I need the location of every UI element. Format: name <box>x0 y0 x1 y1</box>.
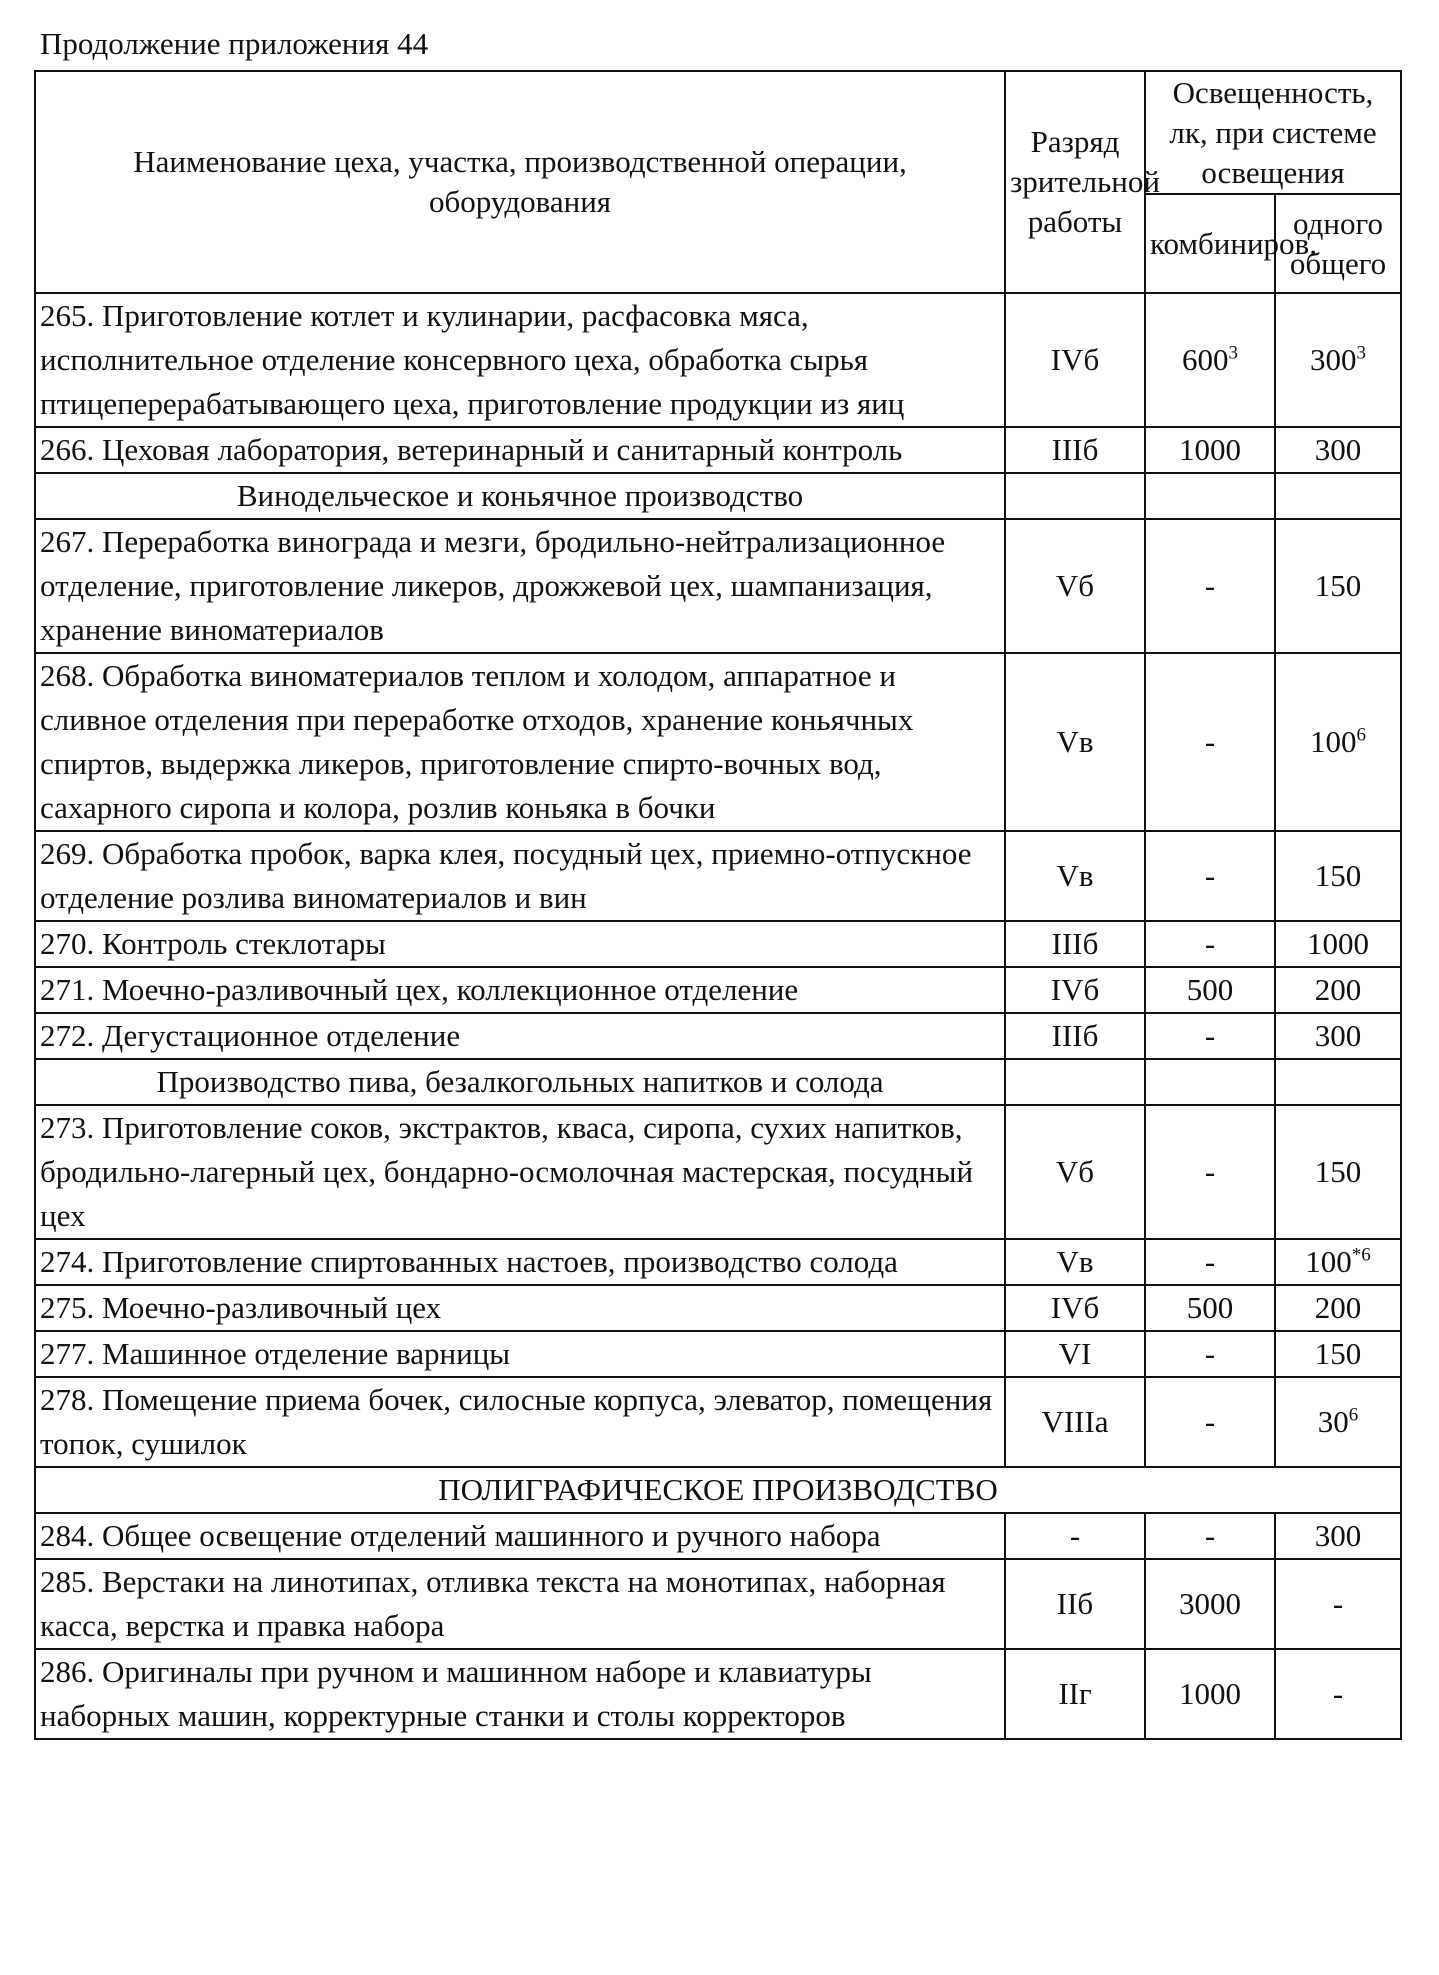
visual-grade: IIб <box>1005 1559 1145 1649</box>
operation-name: 286. Оригиналы при ручном и машинном наборе и клавиатуры наборных машин, корректурные станки и столы корректоров <box>35 1649 1005 1739</box>
table-row <box>35 1559 1401 1649</box>
illum-combined <box>1145 1013 1275 1059</box>
table-row <box>35 967 1401 1013</box>
footnote-mark: 6 <box>1348 1404 1359 1426</box>
visual-grade: IVб <box>1005 967 1145 1013</box>
combined-value: - <box>1204 724 1216 759</box>
visual-grade: - <box>1005 1513 1145 1559</box>
page-caption: Продолжение приложения 44 <box>40 26 429 61</box>
visual-grade: Vв <box>1005 653 1145 831</box>
combined-value: 500 <box>1186 972 1234 1007</box>
combined-value: - <box>1204 858 1216 893</box>
operation-name: 267. Переработка винограда и мезги, бродильно-нейтрализационное отделение, приготовление ликеров, дрожжевой цех, шампанизация, хранение виноматериалов <box>35 519 1005 653</box>
operation-name: 278. Помещение приема бочек, силосные корпуса, элеватор, помещения топок, сушилок <box>35 1377 1005 1467</box>
general-value: 300 <box>1314 432 1362 467</box>
general-value: 150 <box>1314 1336 1362 1371</box>
header-grade: Разряд зрительной работы <box>1005 71 1145 293</box>
illum-general <box>1275 1513 1401 1559</box>
header-illumination: Освещенность, лк, при системе освещения <box>1145 71 1401 194</box>
table-row <box>35 1377 1401 1467</box>
empty-cell <box>1275 473 1401 519</box>
illum-combined <box>1145 1377 1275 1467</box>
illum-general <box>1275 1331 1401 1377</box>
table-row <box>35 1013 1401 1059</box>
general-value: - <box>1332 1586 1344 1621</box>
table-row <box>35 653 1401 831</box>
illum-general <box>1275 653 1401 831</box>
general-value: 150 <box>1314 858 1362 893</box>
visual-grade: Vв <box>1005 831 1145 921</box>
table-body <box>35 293 1401 1739</box>
illum-combined <box>1145 1559 1275 1649</box>
illum-combined <box>1145 519 1275 653</box>
section-heading: Производство пива, безалкогольных напитков и солода <box>35 1059 1005 1105</box>
visual-grade: Vв <box>1005 1239 1145 1285</box>
section-heading: ПОЛИГРАФИЧЕСКОЕ ПРОИЗВОДСТВО <box>35 1467 1401 1513</box>
illum-combined <box>1145 1649 1275 1739</box>
footnote-mark: 3 <box>1356 342 1366 364</box>
combined-value: - <box>1204 1244 1216 1279</box>
operation-name: 269. Обработка пробок, варка клея, посудный цех, приемно-отпускное отделение розлива виноматериалов и вин <box>35 831 1005 921</box>
operation-name: 284. Общее освещение отделений машинного и ручного набора <box>35 1513 1005 1559</box>
header-general: одного общего <box>1275 194 1401 293</box>
illum-general <box>1275 1013 1401 1059</box>
illum-combined <box>1145 427 1275 473</box>
illum-general <box>1275 519 1401 653</box>
visual-grade: IIIб <box>1005 427 1145 473</box>
illum-combined <box>1145 293 1275 427</box>
illum-general <box>1275 427 1401 473</box>
visual-grade: VI <box>1005 1331 1145 1377</box>
empty-cell <box>1005 473 1145 519</box>
illum-combined <box>1145 1105 1275 1239</box>
table-row <box>35 519 1401 653</box>
combined-value: - <box>1204 1404 1216 1439</box>
general-value: 300 <box>1310 342 1357 377</box>
general-value: 150 <box>1314 568 1362 603</box>
combined-value: - <box>1204 1018 1216 1053</box>
illum-general <box>1275 1649 1401 1739</box>
illumination-table <box>34 70 1402 1740</box>
operation-name: 272. Дегустационное отделение <box>35 1013 1005 1059</box>
empty-cell <box>1145 1059 1275 1105</box>
combined-value: 1000 <box>1179 432 1241 467</box>
combined-value: 3000 <box>1179 1586 1241 1621</box>
section-heading: Винодельческое и коньячное производство <box>35 473 1005 519</box>
general-value: 300 <box>1314 1518 1362 1553</box>
illum-general <box>1275 1559 1401 1649</box>
general-value: 30 <box>1317 1404 1349 1439</box>
table-row <box>35 1513 1401 1559</box>
visual-grade: Vб <box>1005 519 1145 653</box>
illum-combined <box>1145 653 1275 831</box>
table-row <box>35 1467 1401 1513</box>
illum-combined <box>1145 1285 1275 1331</box>
illum-combined <box>1145 831 1275 921</box>
operation-name: 271. Моечно-разливочный цех, коллекционное отделение <box>35 967 1005 1013</box>
table-row <box>35 1105 1401 1239</box>
table-row <box>35 1059 1401 1105</box>
illum-combined <box>1145 921 1275 967</box>
illum-general <box>1275 967 1401 1013</box>
visual-grade: IVб <box>1005 293 1145 427</box>
visual-grade: Vб <box>1005 1105 1145 1239</box>
operation-name: 277. Машинное отделение варницы <box>35 1331 1005 1377</box>
general-value: 300 <box>1314 1018 1362 1053</box>
visual-grade: IIг <box>1005 1649 1145 1739</box>
header-combined: комбиниров. <box>1145 194 1275 293</box>
table-row <box>35 1331 1401 1377</box>
illum-combined <box>1145 1331 1275 1377</box>
illum-general <box>1275 1377 1401 1467</box>
table-row <box>35 1285 1401 1331</box>
illum-general <box>1275 293 1401 427</box>
empty-cell <box>1275 1059 1401 1105</box>
illum-general <box>1275 1285 1401 1331</box>
operation-name: 275. Моечно-разливочный цех <box>35 1285 1005 1331</box>
table-row <box>35 473 1401 519</box>
footnote-mark: 3 <box>1228 342 1238 364</box>
operation-name: 285. Верстаки на линотипах, отливка текста на монотипах, наборная касса, верстка и правка набора <box>35 1559 1005 1649</box>
general-value: 1000 <box>1307 926 1369 961</box>
operation-name: 265. Приготовление котлет и кулинарии, расфасовка мяса, исполнительное отделение консервного цеха, обработка сырья птицеперерабатывающего цеха, приготовление продукции из яиц <box>35 293 1005 427</box>
operation-name: 273. Приготовление соков, экстрактов, кваса, сиропа, сухих напитков, бродильно-лагерный цех, бондарно-осмолочная мастерская, посудный цех <box>35 1105 1005 1239</box>
combined-value: - <box>1204 568 1216 603</box>
visual-grade: IIIб <box>1005 921 1145 967</box>
general-value: 150 <box>1314 1154 1362 1189</box>
table-row <box>35 921 1401 967</box>
combined-value: - <box>1204 926 1216 961</box>
footnote-mark: *6 <box>1351 1244 1371 1266</box>
combined-value: 1000 <box>1179 1676 1241 1711</box>
operation-name: 274. Приготовление спиртованных настоев, производство солода <box>35 1239 1005 1285</box>
visual-grade: IVб <box>1005 1285 1145 1331</box>
general-value: 100 <box>1310 724 1357 759</box>
general-value: - <box>1332 1676 1344 1711</box>
operation-name: 266. Цеховая лаборатория, ветеринарный и санитарный контроль <box>35 427 1005 473</box>
combined-value: - <box>1204 1518 1216 1553</box>
empty-cell <box>1145 473 1275 519</box>
general-value: 100 <box>1305 1244 1352 1279</box>
visual-grade: VIIIa <box>1005 1377 1145 1467</box>
illum-combined <box>1145 1513 1275 1559</box>
combined-value: 500 <box>1186 1290 1234 1325</box>
table-row <box>35 1239 1401 1285</box>
header-name: Наименование цеха, участка, производственной операции, оборудования <box>35 71 1005 293</box>
illum-general <box>1275 921 1401 967</box>
illum-general <box>1275 831 1401 921</box>
table-row <box>35 293 1401 427</box>
illum-general <box>1275 1239 1401 1285</box>
table-row <box>35 1649 1401 1739</box>
table-row <box>35 427 1401 473</box>
illum-general <box>1275 1105 1401 1239</box>
general-value: 200 <box>1314 972 1362 1007</box>
visual-grade: IIIб <box>1005 1013 1145 1059</box>
footnote-mark: 6 <box>1356 724 1366 746</box>
empty-cell <box>1005 1059 1145 1105</box>
table-row <box>35 831 1401 921</box>
illum-combined <box>1145 967 1275 1013</box>
combined-value: - <box>1204 1336 1216 1371</box>
illum-combined <box>1145 1239 1275 1285</box>
operation-name: 268. Обработка виноматериалов теплом и холодом, аппаратное и сливное отделения при переработке отходов, хранение коньячных спиртов, выдержка ликеров, приготовление спирто-вочных вод, сахарного сиропа и колора, розлив коньяка в бочки <box>35 653 1005 831</box>
combined-value: 600 <box>1182 342 1229 377</box>
combined-value: - <box>1204 1154 1216 1189</box>
operation-name: 270. Контроль стеклотары <box>35 921 1005 967</box>
general-value: 200 <box>1314 1290 1362 1325</box>
